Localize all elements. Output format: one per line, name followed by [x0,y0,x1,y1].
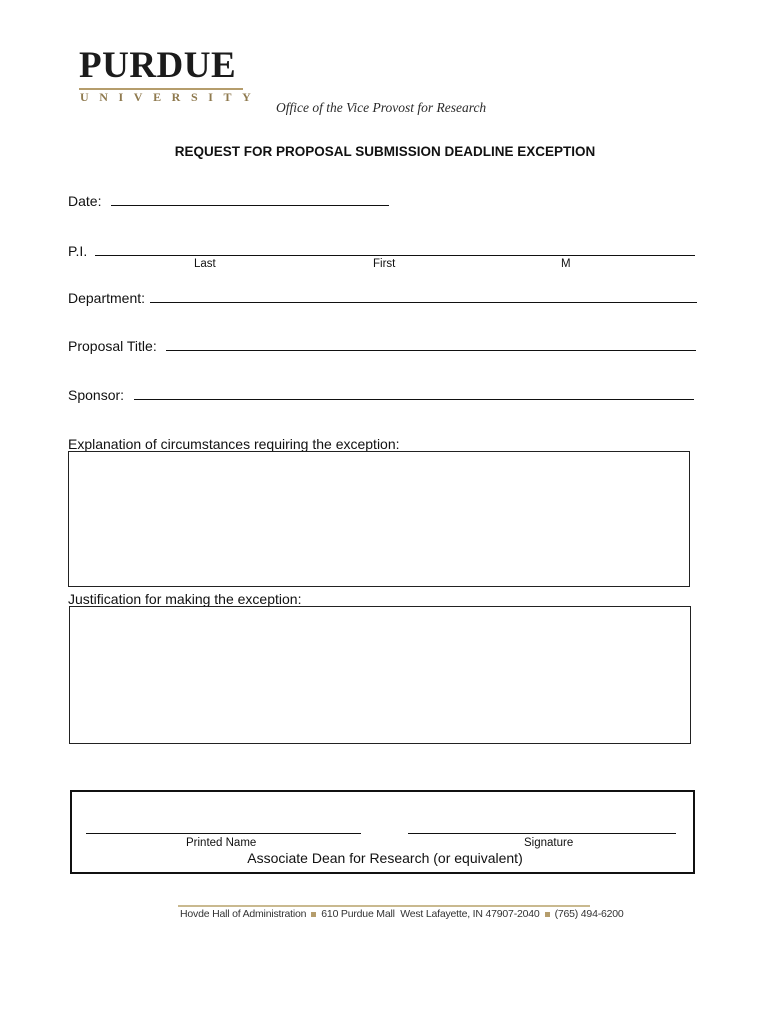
proposal-title-label: Proposal Title: [68,338,157,354]
pi-sub-first: First [373,258,396,270]
sponsor-blank[interactable] [134,387,694,400]
pi-sub-last: Last [194,258,216,270]
explanation-box[interactable] [68,451,690,587]
footer-address [180,908,624,920]
date-field [68,193,389,209]
justification-label: Justification for making the exception: [68,591,302,607]
date-blank[interactable] [111,193,389,206]
footer-city: West Lafayette, IN 47907-2040 [400,908,540,920]
signature-caption: Signature [524,837,574,849]
proposal-title-field [68,338,696,354]
proposal-title-blank[interactable] [166,338,696,351]
bullet-icon [545,912,550,917]
pi-blank[interactable] [95,243,695,256]
purdue-logo-university: UNIVERSITY [80,90,262,104]
footer-building: Hovde Hall of Administration [180,908,307,920]
purdue-logo-wordmark: PURDUE [79,45,237,86]
justification-box[interactable] [69,606,691,744]
printed-name-line[interactable] [86,833,361,834]
footer-phone: (765) 494-6200 [554,908,624,920]
date-label: Date: [68,193,102,209]
department-field [68,290,697,306]
sponsor-label: Sponsor: [68,387,125,403]
bullet-icon [311,912,316,917]
pi-sub-middle: M [561,258,571,270]
signature-line[interactable] [408,833,676,834]
printed-name-caption: Printed Name [186,837,257,849]
footer-divider [178,905,590,907]
office-name: Office of the Vice Provost for Research [276,100,487,115]
department-label: Department: [68,290,146,306]
pi-field [68,243,695,259]
form-title: REQUEST FOR PROPOSAL SUBMISSION DEADLINE EXCEPTION [174,144,596,159]
department-blank[interactable] [150,290,697,303]
signatory-role: Associate Dean for Research (or equivalent) [247,850,523,866]
pi-label: P.I. [68,243,88,259]
footer-street: 610 Purdue Mall [321,908,395,920]
sponsor-field [68,387,694,403]
explanation-label: Explanation of circumstances requiring the exception: [68,436,400,452]
